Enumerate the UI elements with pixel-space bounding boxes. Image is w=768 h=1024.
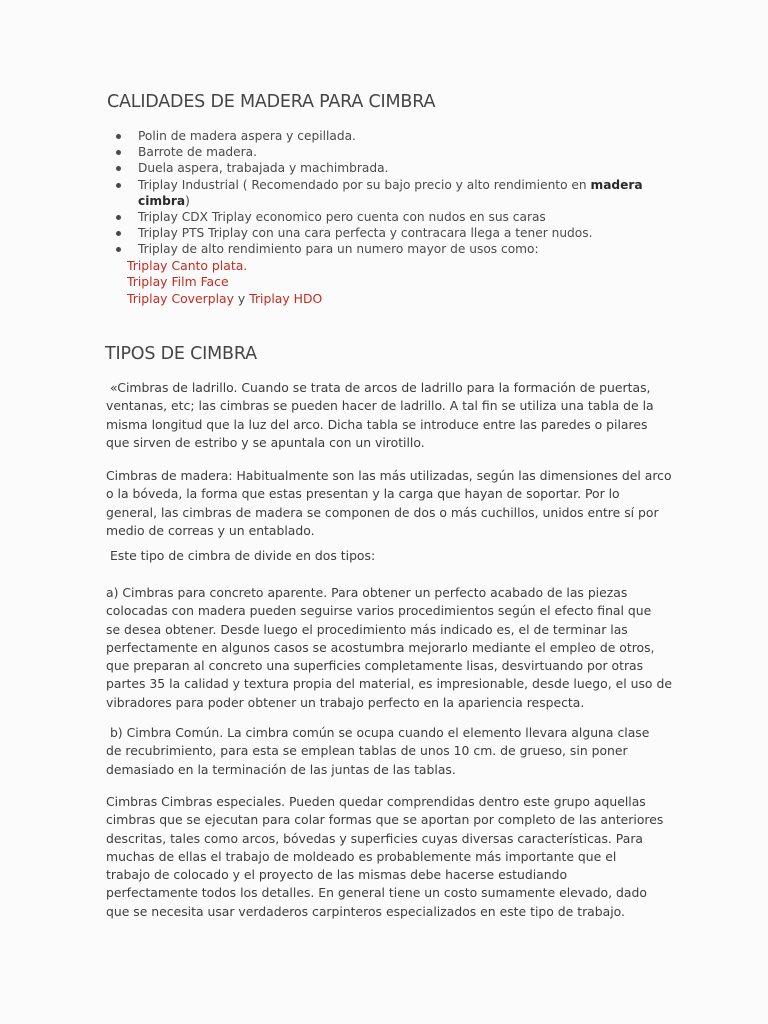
text-line: cimbras que se ejecutan para colar formas que se aportan por completo de las anteriores bbox=[106, 812, 664, 828]
text-line: «Cimbras de ladrillo. Cuando se trata de arcos de ladrillo para la formación de puertas, bbox=[106, 380, 651, 395]
paragraph-cimbras-ladrillo bbox=[106, 379, 661, 452]
bullet-icon bbox=[116, 150, 121, 155]
triplay-type-item: Triplay Canto plata. bbox=[127, 258, 248, 273]
list-item-text: Duela aspera, trabajada y machimbrada. bbox=[138, 161, 389, 176]
triplay-type-item bbox=[127, 291, 322, 307]
text-line: ventanas, etc; las cimbras se pueden hacer de ladrillo. A tal fin se utiliza una tabla de la bbox=[106, 398, 654, 414]
text-line: a) Cimbras para concreto aparente. Para obtener un perfecto acabado de las piezas bbox=[106, 585, 628, 600]
list-item-text: Triplay PTS Triplay con una cara perfecta y contracara llega a tener nudos. bbox=[138, 226, 593, 241]
bold-text: cimbra bbox=[138, 193, 186, 208]
triplay-type-text: Triplay Coverplay bbox=[127, 290, 234, 306]
paragraph-cimbras-madera bbox=[106, 467, 672, 540]
list-item-text: ) bbox=[185, 193, 190, 208]
text-line: partes 35 la calidad y textura propia del material, es impresionable, desde luego, el uso de bbox=[106, 676, 672, 692]
bullet-icon bbox=[116, 166, 121, 171]
text-line: muchas de ellas el trabajo de moldeado es probablemente más importante que el bbox=[106, 848, 617, 864]
text-line: misma longitud que la luz del arco. Dicha tabla se introduce entre las paredes o pilares bbox=[106, 416, 648, 432]
text-line: de recubrimiento, para esta se emplean tablas de unos 10 cm. de grueso, sin poner bbox=[106, 743, 628, 759]
text-line: se desea obtener. Desde luego el procedimiento más indicado es, el de terminar las bbox=[106, 621, 628, 637]
bullet-icon bbox=[116, 215, 121, 220]
bullet-icon bbox=[116, 247, 121, 252]
list-item bbox=[113, 144, 653, 160]
list-item-text: Barrote de madera. bbox=[138, 145, 258, 160]
paragraph-cimbra-comun bbox=[106, 724, 661, 779]
triplay-type-item: Triplay Film Face bbox=[127, 274, 229, 290]
text-line: perfectamente en algunos casos se acostumbra mejorarlo mediante el empleo de otros, bbox=[106, 639, 655, 655]
triplay-types-list bbox=[127, 258, 322, 307]
paragraph-cimbras-especiales bbox=[106, 793, 664, 921]
heading-calidades-madera: CALIDADES DE MADERA PARA CIMBRA bbox=[107, 92, 436, 112]
list-item bbox=[113, 225, 653, 241]
text-line: o la bóveda, la forma que estas presentan y la carga que hayan de soportar. Por lo bbox=[106, 486, 620, 502]
text-line: medio de correas y un entablado. bbox=[106, 522, 315, 538]
text-line: Este tipo de cimbra de divide en dos tipos: bbox=[106, 548, 376, 563]
text-line: trabajo de colocado y el proyecto de las mismas debe hacerse estudiando bbox=[106, 867, 568, 883]
list-item-text: Polin de madera aspera y cepillada. bbox=[138, 129, 356, 143]
list-item bbox=[113, 128, 653, 144]
triplay-type-text: Triplay HDO bbox=[249, 290, 323, 306]
list-item bbox=[113, 160, 653, 176]
text-line: Cimbras de madera: Habitualmente son las más utilizadas, según las dimensiones del arco bbox=[106, 468, 672, 483]
paragraph-concreto-aparente bbox=[106, 584, 672, 712]
bold-text: madera bbox=[590, 177, 643, 192]
bullet-icon bbox=[116, 134, 121, 139]
list-item-text: Triplay CDX Triplay economico pero cuenta con nudos en sus caras bbox=[138, 210, 546, 225]
bullet-icon bbox=[116, 183, 121, 188]
wood-quality-list bbox=[113, 128, 653, 258]
list-item bbox=[113, 177, 653, 209]
text-line: descritas, tales como arcos, bóvedas y superficies cuyas diversas características. Para bbox=[106, 830, 644, 846]
list-item-text: Triplay de alto rendimiento para un numero mayor de usos como: bbox=[138, 242, 539, 257]
text-line: vibradores para poder obtener un trabajo perfecto en la apariencia respecta. bbox=[106, 694, 585, 710]
paragraph-tipo-division bbox=[106, 547, 661, 565]
text-line: colocadas con madera pueden seguirse varios procedimientos según el efecto final que bbox=[106, 603, 652, 619]
text-line: general, las cimbras de madera se componen de dos o más cuchillos, unidos entre sí por bbox=[106, 504, 659, 520]
text-line: que preparan al concreto una superficies completamente lisas, desvirtuando por otras bbox=[106, 658, 644, 674]
text-line: que se necesita usar verdaderos carpinteros especializados en este tipo de trabajo. bbox=[106, 903, 625, 919]
list-item-text: Triplay Industrial ( Recomendado por su bajo precio y alto rendimiento en bbox=[138, 177, 591, 192]
connector-text: y bbox=[233, 290, 250, 306]
list-item bbox=[113, 241, 653, 257]
text-line: Cimbras Cimbras especiales. Pueden quedar comprendidas dentro este grupo aquellas bbox=[106, 794, 646, 809]
text-line: perfectamente todos los detalles. En general tiene un costo sumamente elevado, dado bbox=[106, 885, 647, 901]
text-line: demasiado en la terminación de las juntas de las tablas. bbox=[106, 761, 456, 777]
bullet-icon bbox=[116, 231, 121, 236]
text-line: b) Cimbra Común. La cimbra común se ocupa cuando el elemento llevara alguna clase bbox=[106, 725, 650, 740]
list-item bbox=[113, 209, 653, 225]
heading-tipos-cimbra: TIPOS DE CIMBRA bbox=[105, 344, 257, 364]
text-line: que sirven de estribo y se apuntala con un virotillo. bbox=[106, 434, 425, 450]
